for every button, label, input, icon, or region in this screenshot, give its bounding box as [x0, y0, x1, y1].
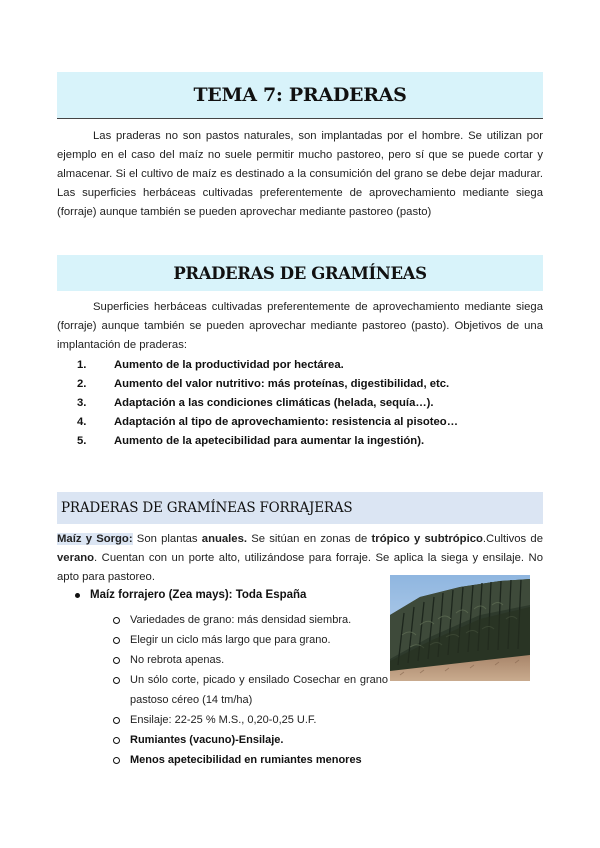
intro-paragraph: [57, 127, 543, 222]
subsection-heading-banner: [57, 492, 543, 524]
bullet-ring-icon: [113, 717, 120, 724]
list-item-text: Variedades de grano: más densidad siembra.: [130, 614, 352, 626]
maiz-bullet: [75, 589, 306, 601]
list-item-number: 5.: [77, 434, 87, 447]
list-item-text: Elegir un ciclo más largo que para grano.: [130, 634, 331, 646]
bullet-ring-icon: [113, 637, 120, 644]
bullet-dot-icon: [75, 593, 80, 598]
list-item-text: Rumiantes (vacuno)-Ensilaje.: [130, 734, 284, 746]
list-item-text: Adaptación al tipo de aprovechamiento: resistencia al pisoteo…: [114, 415, 459, 428]
maiz-text-e: .Cultivos de: [482, 533, 543, 545]
section-paragraph: [57, 298, 543, 355]
maiz-text-d: trópico y subtrópico: [371, 533, 483, 545]
list-item-text: Menos apetecibilidad en rumiantes menores: [130, 754, 362, 766]
bullet-ring-icon: [113, 737, 120, 744]
maiz-text-c: Se sitúan en zonas de: [247, 533, 372, 545]
maiz-sublist: [113, 610, 388, 770]
list-item-text: No rebrota apenas.: [130, 654, 225, 666]
bullet-ring-icon: [113, 617, 120, 624]
page-title: TEMA 7: PRADERAS: [193, 84, 407, 106]
list-item-number: 4.: [77, 415, 87, 428]
section-heading: PRADERAS DE GRAMÍNEAS: [173, 263, 427, 283]
maiz-text-a: Son plantas: [132, 533, 202, 545]
bullet-ring-icon: [113, 657, 120, 664]
title-banner: [57, 72, 543, 119]
corn-field-photo: [390, 575, 530, 681]
list-item: [113, 650, 388, 670]
list-item-text: Ensilaje: 22-25 % M.S., 0,20-0,25 U.F.: [130, 714, 317, 726]
list-item: [113, 710, 388, 730]
list-item-number: 2.: [77, 377, 87, 390]
bullet-ring-icon: [113, 757, 120, 764]
maiz-label: Maíz y Sorgo:: [57, 533, 133, 545]
list-item: [113, 730, 388, 750]
list-item: [57, 355, 543, 374]
section-heading-banner: [57, 255, 543, 291]
section-paragraph-text: Superficies herbáceas cultivadas preferentemente de aprovechamiento mediante siega (forraje) aunque también se pueden aprovechar mediante pastoreo (pasto). Objetivos de una implantación de praderas:: [57, 301, 543, 351]
list-item: [113, 630, 388, 650]
list-item-number: 3.: [77, 396, 87, 409]
intro-text: Las praderas no son pastos naturales, son implantadas por el hombre. Se utilizan por ejemplo en el caso del maíz no suele permitir mucho pastoreo, pero sí que se puede cortar y almacenar. Si el cultivo de maíz es destinado a la consumición del grano se debe dejar madurar. Las superficies herbáceas cultivadas preferentemente de aprovechamiento mediante siega (forraje) aunque también se pueden aprovechar mediante pastoreo (pasto): [57, 130, 543, 218]
maiz-text-b: anuales.: [201, 533, 247, 545]
list-item: [57, 431, 543, 450]
list-item: [57, 412, 543, 431]
maiz-text-g: . Cuentan con un porte alto, utilizándose para forraje. Se aplica la siega y ensilaje. No apto para pastoreo.: [57, 552, 543, 583]
list-item: [57, 393, 543, 412]
bullet-ring-icon: [113, 677, 120, 684]
list-item-text: Adaptación a las condiciones climáticas (helada, sequía…).: [114, 396, 434, 409]
list-item-text: Aumento del valor nutritivo: más proteínas, digestibilidad, etc.: [114, 377, 450, 390]
maiz-bullet-text: Maíz forrajero (Zea mays): Toda España: [90, 589, 307, 601]
list-item: [113, 750, 388, 770]
list-item: [57, 374, 543, 393]
list-item-number: 1.: [77, 358, 87, 371]
list-item-text: Un sólo corte, picado y ensilado Cosechar en grano pastoso céreo (14 tm/ha): [130, 674, 388, 706]
objectives-list: [57, 355, 543, 450]
list-item: [113, 610, 388, 630]
subsection-heading: PRADERAS DE GRAMÍNEAS FORRAJERAS: [61, 500, 353, 516]
list-item: [113, 670, 388, 710]
maiz-text-f: verano: [57, 552, 95, 564]
list-item-text: Aumento de la apetecibilidad para aumentar la ingestión).: [114, 434, 425, 447]
list-item-text: Aumento de la productividad por hectárea.: [114, 358, 344, 371]
